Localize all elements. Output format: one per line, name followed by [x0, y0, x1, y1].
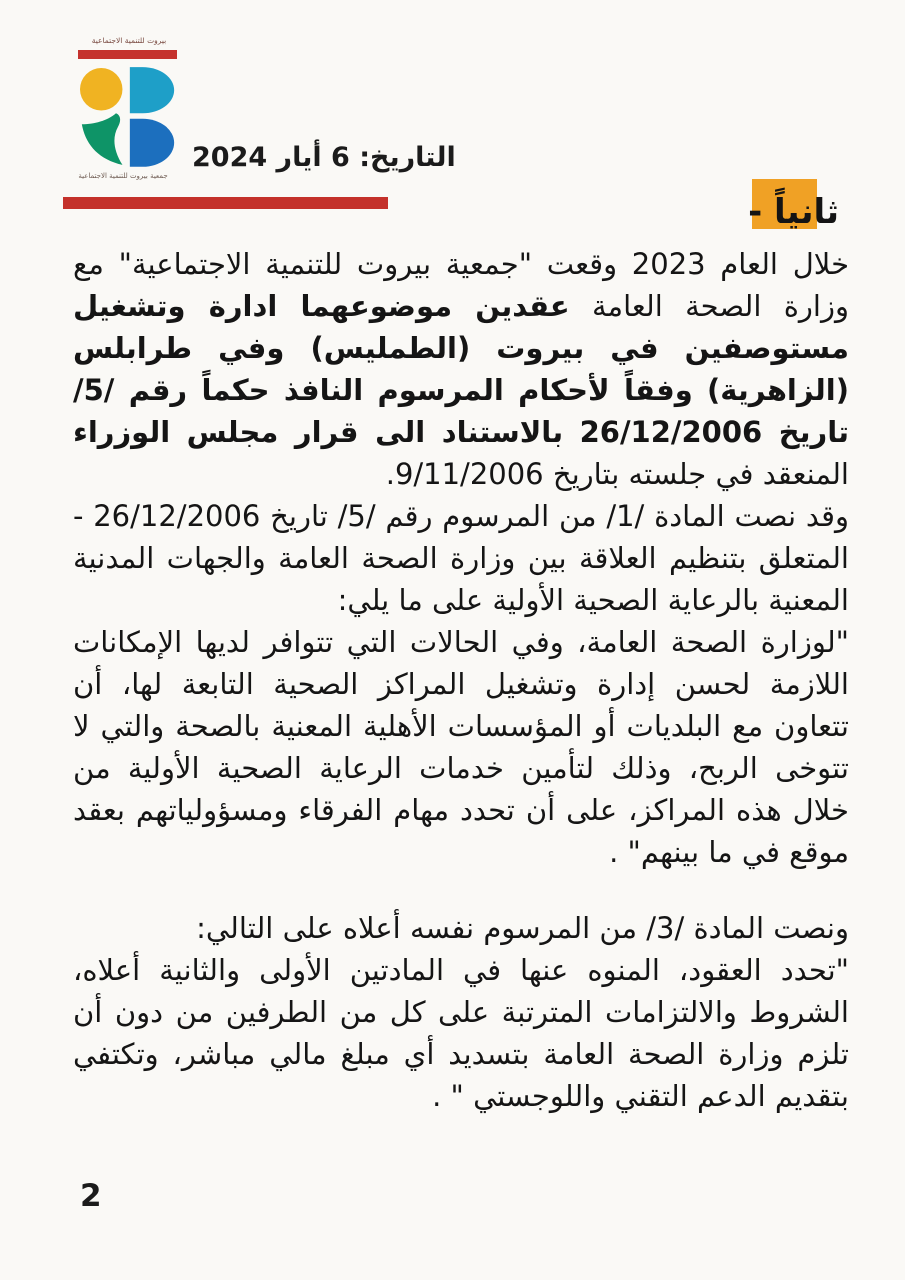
paragraph-text-bold: عقدين موضوعهما ادارة وتشغيل مستوصفين في بيروت (الطمليس) وفي طرابلس (الزاهرية) وفقاً لأحكام المرسوم النافذ حكماً رقم /5/ تاريخ 26/12/2006 بالاستناد الى قرار مجلس الوزراء — [73, 289, 849, 449]
logo-lightblue-shape — [130, 67, 174, 113]
paragraph — [73, 907, 849, 949]
paragraph-text: المنعقد في جلسته بتاريخ 9/11/2006. — [385, 457, 849, 491]
paragraph-text: وقد نصت المادة /1/ من المرسوم رقم /5/ تاريخ 26/12/2006 - المتعلق بتنظيم العلاقة بين وزارة الصحة العامة والجهات المدنية المعنية بالرعاية الصحية الأولية على ما يلي: — [73, 499, 849, 617]
page-number: 2 — [80, 1178, 102, 1214]
logo-darkblue-shape — [130, 119, 174, 167]
paragraph — [73, 495, 849, 621]
logo-mark-icon — [80, 65, 176, 167]
paragraph — [73, 621, 849, 873]
section-title: ثانياً - — [748, 192, 839, 232]
organization-logo — [66, 36, 186, 180]
logo-yellow-circle — [80, 68, 122, 110]
logo-red-bar — [78, 50, 177, 59]
logo-top-text: بيروت للتنمية الاجتماعية — [91, 36, 167, 45]
paragraph-text: خلال العام 2023 وقعت "جمعية بيروت للتنمية الاجتماعية" مع وزارة الصحة العامة — [73, 247, 849, 323]
paragraph-text: "تحدد العقود، المنوه عنها في المادتين الأولى والثانية أعلاه، الشروط والالتزامات المترتبة على كل من الطرفين من دون أن تلزم وزارة الصحة العامة بتسديد أي مبلغ مالي مباشر، وتكتفي بتقديم الدعم التقني واللوجستي " . — [73, 953, 849, 1113]
logo-green-shape — [82, 113, 123, 165]
paragraph — [73, 243, 849, 495]
logo-bottom-text: جمعية بيروت للتنمية الاجتماعية — [78, 172, 168, 180]
paragraph-text: ونصت المادة /3/ من المرسوم نفسه أعلاه على التالي: — [196, 911, 849, 945]
paragraph — [73, 949, 849, 1117]
document-body — [73, 243, 849, 1117]
paragraph-text: "لوزارة الصحة العامة، وفي الحالات التي تتوافر لديها الإمكانات اللازمة لحسن إدارة وتشغيل المراكز الصحية التابعة لها، أن تتعاون مع البلديات أو المؤسسات الأهلية المعنية بالصحة والتي لا تتوخى الربح، وذلك لتأمين خدمات الرعاية الصحية الأولية من خلال هذه المراكز، على أن تحدد مهام الفرقاء ومسؤولياتهم بعقد موقع في ما بينهم" . — [73, 625, 849, 869]
date-line: التاريخ: 6 أيار 2024 — [192, 142, 456, 173]
red-divider-bar — [63, 197, 388, 209]
